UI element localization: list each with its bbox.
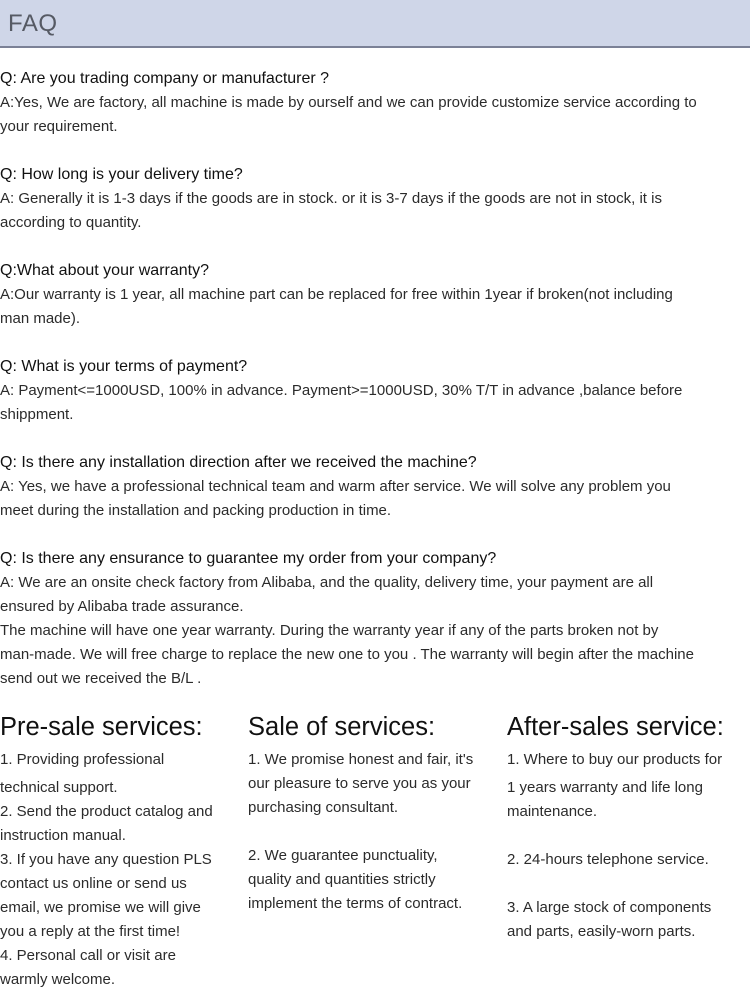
after-sales-line-spacer [507, 824, 750, 848]
faq-header [0, 0, 750, 48]
faq-answer-line: meet during the installation and packing production in time. [0, 502, 392, 519]
faq-answer-line: man-made. We will free charge to replace the new one to you . The warranty will begin after the machine [0, 646, 694, 663]
faq-answer-line: A: Yes, we have a professional technical team and warm after service. We will solve any problem you [0, 478, 671, 495]
pre-sale-line: warmly welcome. [0, 971, 116, 988]
faq-answer-line: according to quantity. [0, 214, 142, 231]
after-sales-line-spacer [507, 872, 750, 896]
sale-line: 2. We guarantee punctuality, [248, 847, 438, 864]
sale-column [248, 708, 500, 916]
faq-answer-line: A:Yes, We are factory, all machine is made by ourself and we can provide customize service according to [0, 94, 697, 111]
faq-answer-line: A: We are an onsite check factory from Alibaba, and the quality, delivery time, your payment are all [0, 574, 654, 591]
after-sales-line: 2. 24-hours telephone service. [507, 851, 709, 868]
after-sales-line: 3. A large stock of components [507, 899, 712, 916]
page-title: FAQ [8, 10, 58, 37]
faq-question: Q: Is there any installation direction after we received the machine? [0, 454, 477, 471]
sale-line-spacer [248, 820, 500, 844]
pre-sale-line: you a reply at the first time! [0, 923, 181, 940]
faq-item [0, 163, 750, 235]
faq-question: Q: Are you trading company or manufacturer ? [0, 70, 330, 87]
faq-item [0, 67, 750, 139]
pre-sale-line: 2. Send the product catalog and [0, 803, 213, 820]
pre-sale-line: technical support. [0, 779, 118, 796]
pre-sale-line: email, we promise we will give [0, 899, 201, 916]
pre-sale-line: contact us online or send us [0, 875, 187, 892]
sale-line: 1. We promise honest and fair, it's [248, 751, 474, 768]
faq-answer-line: The machine will have one year warranty. During the warranty year if any of the parts broken not by [0, 622, 659, 639]
after-sales-title: After-sales service: [507, 713, 724, 741]
sale-title: Sale of services: [248, 713, 436, 741]
faq-question: Q: Is there any ensurance to guarantee my order from your company? [0, 550, 497, 567]
faq-item [0, 547, 750, 691]
after-sales-line: maintenance. [507, 803, 598, 820]
pre-sale-title: Pre-sale services: [0, 713, 203, 741]
faq-answer-line: A:Our warranty is 1 year, all machine part can be replaced for free within 1year if broken(not including [0, 286, 673, 303]
sale-line: purchasing consultant. [248, 799, 399, 816]
faq-item [0, 259, 750, 331]
pre-sale-line: instruction manual. [0, 827, 126, 844]
after-sales-line: 1 years warranty and life long [507, 779, 703, 796]
faq-answer-line: A: Generally it is 1-3 days if the goods are in stock. or it is 3-7 days if the goods are not in stock, it is [0, 190, 662, 207]
pre-sale-line: 4. Personal call or visit are [0, 947, 176, 964]
faq-question: Q:What about your warranty? [0, 262, 209, 279]
faq-item [0, 451, 750, 523]
sale-line: our pleasure to serve you as your [248, 775, 471, 792]
sale-line: quality and quantities strictly [248, 871, 436, 888]
faq-answer-line: A: Payment<=1000USD, 100% in advance. Payment>=1000USD, 30% T/T in advance ,balance before [0, 382, 683, 399]
faq-answer-line: ensured by Alibaba trade assurance. [0, 598, 244, 615]
pre-sale-line: 1. Providing professional [0, 751, 165, 768]
faq-answer-line: man made). [0, 310, 81, 327]
faq-answer-line: send out we received the B/L . [0, 670, 202, 687]
pre-sale-column [0, 708, 240, 992]
after-sales-line: and parts, easily-worn parts. [507, 923, 696, 940]
faq-answer-line: your requirement. [0, 118, 118, 135]
after-sales-line: 1. Where to buy our products for [507, 751, 723, 768]
faq-answer-line: shippment. [0, 406, 74, 423]
pre-sale-line: 3. If you have any question PLS [0, 851, 212, 868]
faq-question: Q: How long is your delivery time? [0, 166, 243, 183]
faq-item [0, 355, 750, 427]
faq-question: Q: What is your terms of payment? [0, 358, 248, 375]
sale-line: implement the terms of contract. [248, 895, 463, 912]
after-sales-column [507, 708, 750, 944]
